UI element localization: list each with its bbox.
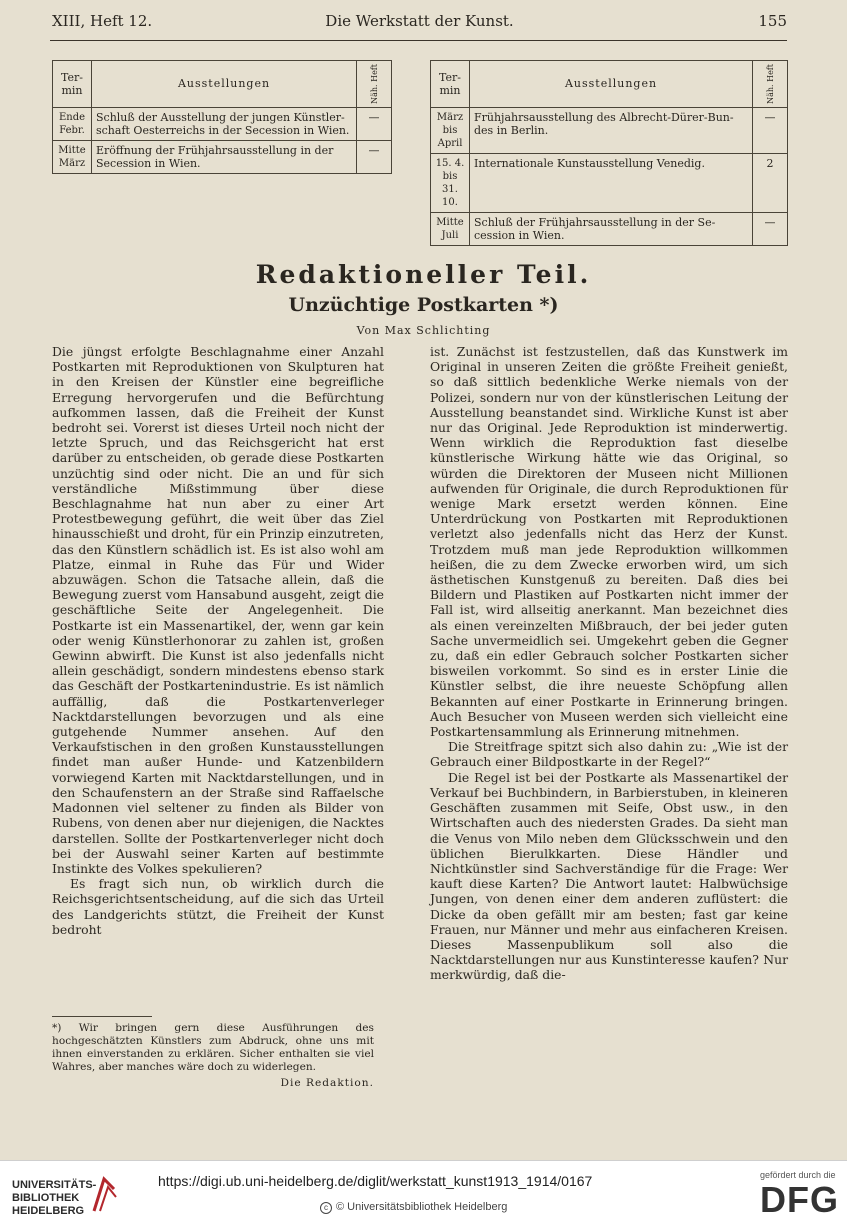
article-byline: Von Max Schlichting [356,324,491,337]
term-cell: Mitte Juli [431,212,470,245]
viewer-footer [0,1160,847,1229]
table-row [53,140,392,173]
volume-issue: XIII, Heft 12. [52,12,153,30]
exhibition-cell: Eröffnung der Frühjahrsausstellung in der Secession in Wien. [92,140,357,173]
paragraph: Die jüngst erfolgte Beschlagnahme einer Anzahl Postkarten mit Reproduktionen von Skulpturen hat in den Kreisen der Künstler eine begreifliche Erregung hervorgerufen und die Befürchtung aufkommen lassen, daß die Freiheit der Kunst bedroht sei. Vorerst ist dieses Urteil noch nicht der letzte Spruch, und das Reichsgericht hat erst darüber zu entscheiden, ob gerade diese Postkarten unzüchtig sind oder nicht. Die an und für sich verständliche Mißstimmung über diese Beschlagnahme hat nun aber zu einer Art Protestbewegung geführt, die weit über das Ziel hinausschießt und droht, für ein Prinzip einzutreten, das den Künstlern schädlich ist. Es ist also wohl am Platze, einmal in Ruhe das Für und Wider abzuwägen. Schon die Tatsache allein, daß die Bewegung zuerst vom Hansabund ausgeht, zeigt die geschäftliche Seite der Angelegenheit. Die Postkarte ist ein Massenartikel, der, wenn gar kein oder wenig Künstlerhonorar zu zahlen ist, großen Gewinn abwirft. Die Kunst ist also jedenfalls nicht allein geschädigt, sondern mindestens ebenso stark das Geschäft der Postkartenindustrie. Es ist nämlich auffällig, daß die Postkartenverleger Nacktdarstellungen bevorzugen und als eine gutgehende Nummer ansehen. Auf den Verkaufstischen in den großen Kunstausstellungen findet man außer Hunde- und Katzenbildern vorwiegend Karten mit Nacktdarstellungen, und in den Schaufenstern an der Straße sind Raffaelsche Madonnen viel seltener zu finden als Bilder von Rubens, von denen aber nur diejenigen, die Nacktes darstellen. Sollte der Postkartenverleger nicht doch bei der Auswahl seiner Karten auf bestimmte Instinkte des Volkes spekulieren? [52,344,384,876]
exhibitions-header: Ausstellungen [470,61,753,108]
footnote [52,1022,374,1090]
article-title: Unzüchtige Postkarten *) [288,294,559,316]
exhibition-schedule-right [430,60,788,246]
exhibition-cell: Schluß der Frühjahrsausstellung in der Se-cession in Wien. [470,212,753,245]
article-column-right [430,344,788,983]
term-cell: 15. 4. bis 31. 10. [431,153,470,212]
footnote-signature: Die Redaktion. [280,1077,374,1089]
paragraph: Die Regel ist bei der Postkarte als Massenartikel der Verkauf bei Buchbindern, in Barbierstuben, in kleineren Geschäften zusammen mit Seife, Obst usw., in den Wirtschaften auch des niedersten Grades. Da sieht man die Venus von Milo neben dem Glücksschwein und den üblichen Bierulkkarten. Diese Händler und Nichtkünstler sind Sachverständige für die Frage: Wer kauft diese Karten? Die Antwort lautet: Halbwüchsige Jungen, von denen einer dem anderen zuflüstert: die Dicke da oben gefällt mir am besten; fast gar keine Frauen, nur Männer und mehr aus einfacheren Kreisen. Dieses Massenpublikum soll also die Nacktdarstellungen nur aus Kunstinteresse kaufen? Nur merkwürdig, daß die- [430,769,788,983]
journal-title: Die Werkstatt der Kunst. [325,12,514,30]
exhibition-schedule-left [52,60,392,174]
library-crest-icon [90,1175,120,1215]
exhibition-cell: Schluß der Ausstellung der jungen Künstler-schaft Oesterreichs in der Secession in Wien. [92,107,357,140]
table-row [53,107,392,140]
running-header [52,12,787,36]
term-header: Ter- min [53,61,92,108]
schedule-header-row [431,61,788,108]
term-cell: Mitte März [53,140,92,173]
library-logo-text[interactable]: UNIVERSITÄTS- BIBLIOTHEK HEIDELBERG [12,1179,97,1217]
issue-cell: — [753,212,788,245]
term-cell: März bis April [431,107,470,153]
term-cell: Ende Febr. [53,107,92,140]
permalink[interactable]: https://digi.ub.uni-heidelberg.de/diglit/werkstatt_kunst1913_1914/0167 [158,1173,593,1189]
issue-header: Näh. Heft [357,61,392,108]
issue-cell: — [357,107,392,140]
footnote-rule [52,1016,152,1017]
funding-caption: gefördert durch die [760,1170,836,1180]
exhibition-cell: Frühjahrsausstellung des Albrecht-Dürer-Bun-des in Berlin. [470,107,753,153]
paragraph: Die Streitfrage spitzt sich also dahin zu: „Wie ist der Gebrauch einer Bildpostkarte in der Regel?“ [430,739,788,770]
schedule-header-row [53,61,392,108]
header-rule [50,40,787,41]
exhibition-cell: Internationale Kunstausstellung Venedig. [470,153,753,212]
article-column-left [52,344,384,937]
paragraph: Es fragt sich nun, ob wirklich durch die Reichsgerichtsentscheidung, auf die sich das Urteil des Landgerichts stützt, die Freiheit der Kunst bedroht [52,876,384,937]
dfg-logo[interactable]: DFG [760,1179,839,1220]
page-number: 155 [758,12,787,30]
section-title: Redaktioneller Teil. [255,260,592,289]
paragraph: ist. Zunächst ist festzustellen, daß das Kunstwerk im Original in unseren Zeiten die größte Freiheit genießt, so daß sittlich bedenkliche Werke niemals von der Polizei, sondern nur von der künstlerischen Leitung der Ausstellung beanstandet sind. Wirkliche Kunst ist aber nur das Original. Jede Reproduktion ist minderwertig. Wenn wirklich die Reproduktion fast dieselbe künstlerische Wirkung hätte wie das Original, so würden die Direktoren der Museen nicht Millionen aufwenden für Originale, die durch Reproduktionen für wenige Mark ersetzt werden können. Eine Unterdrückung von Postkarten mit Reproduktionen verletzt also jedenfalls nicht das Herz der Kunst. Trotzdem muß man jede Reproduktion willkommen heißen, die zu dem Zwecke erworben wird, um sich ästhetischen Kunstgenuß zu bereiten. Daß dies bei Bildern und Plastiken auf Postkarten nicht immer der Fall ist, wird allseitig anerkannt. Man bezeichnet dies als einen vereinzelten Mißbrauch, der bei jeder guten Sache unvermeidlich sei. Umgekehrt geben die Gegner zu, daß ein edler Gebrauch solcher Postkarten sicher bisweilen vorkommt. So sind es in erster Linie die Künstler selbst, die ihre neueste Schöpfung allen Bekannten auf einer Postkarte in Erinnerung bringen. Auch Besucher von Museen werden sich vielleicht eine Postkartensammlung als Erinnerung mitnehmen. [430,344,788,740]
exhibitions-header: Ausstellungen [92,61,357,108]
issue-cell: — [753,107,788,153]
license-icon: c [320,1202,332,1214]
issue-cell: — [357,140,392,173]
issue-header: Näh. Heft [753,61,788,108]
issue-cell: 2 [753,153,788,212]
table-row [431,212,788,245]
footnote-text: *) Wir bringen gern diese Ausführungen des hochgeschätzten Künstlers zum Abdruck, ohne uns mit ihnen einverstanden zu erklären. Sicher enthalten sie viel Wahres, aber manches wäre doch zu widerlegen. [52,1022,374,1073]
table-row [431,153,788,212]
table-row [431,107,788,153]
term-header: Ter- min [431,61,470,108]
copyright-notice: c © Universitätsbibliothek Heidelberg [320,1201,507,1214]
